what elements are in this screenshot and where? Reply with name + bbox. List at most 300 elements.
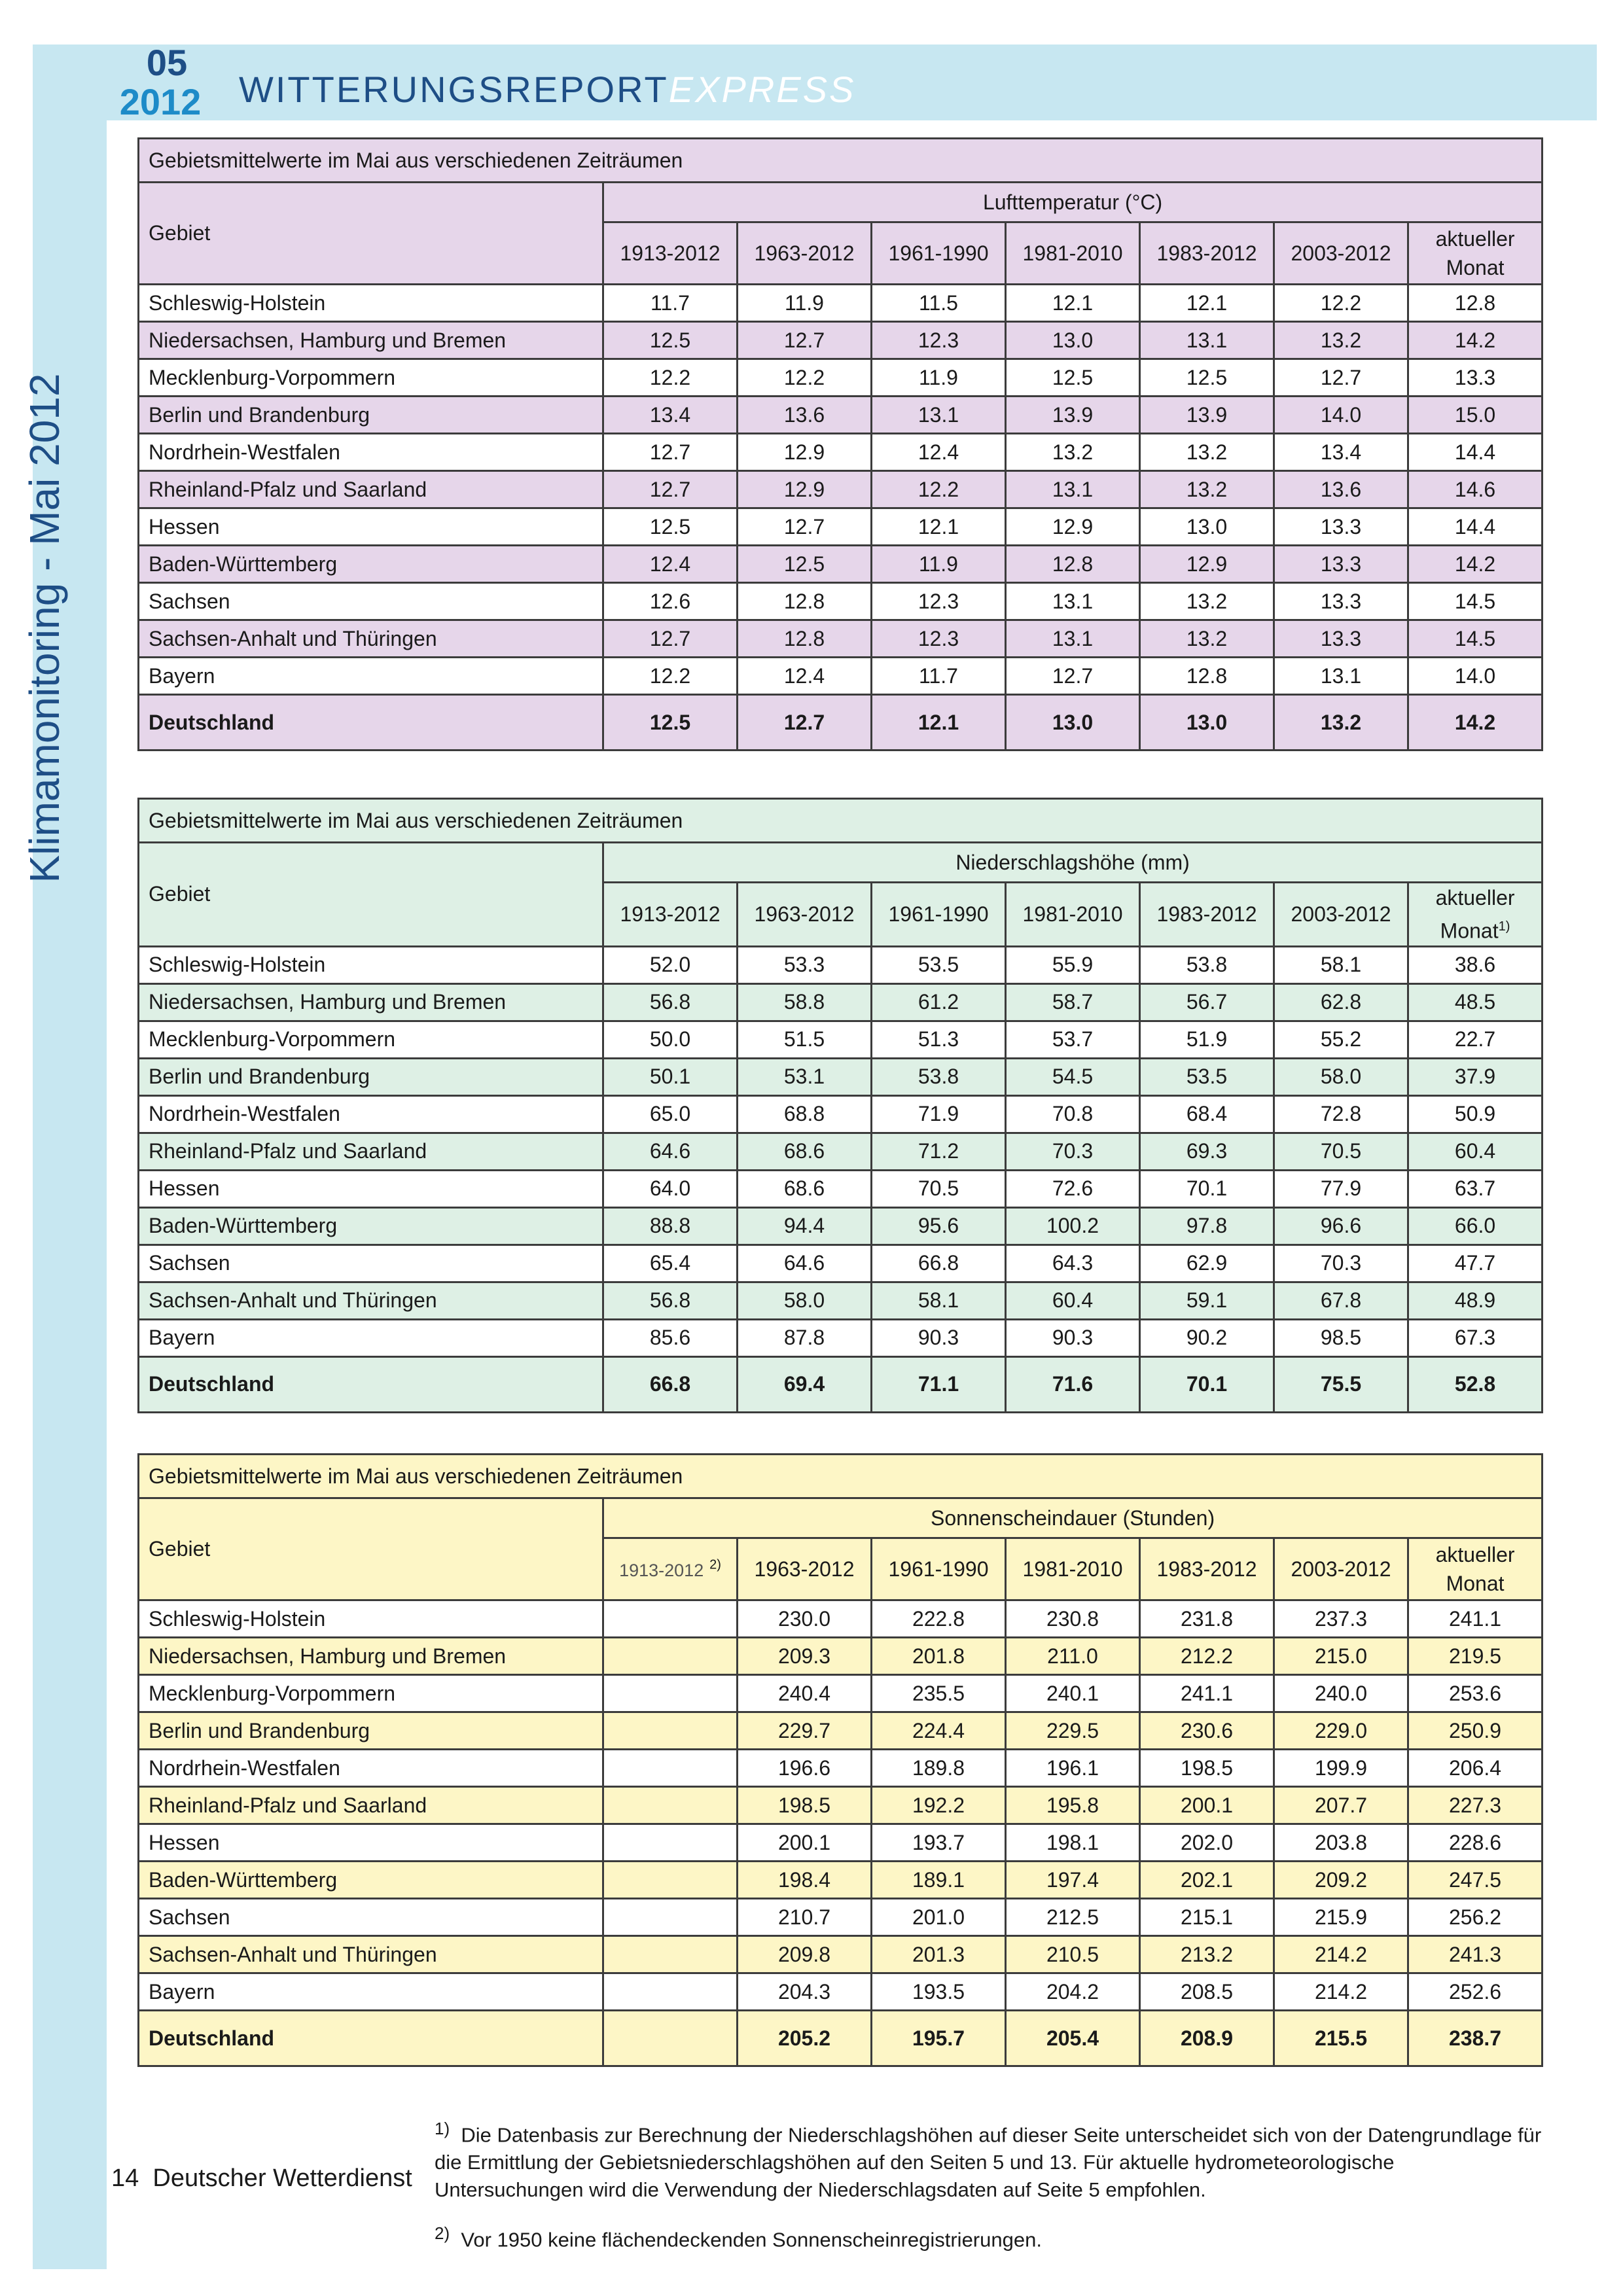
current-month-label-1: aktueller [1435,886,1515,910]
value-cell: 12.9 [1006,508,1140,546]
value-cell: 64.6 [603,1133,738,1170]
caption-row [139,139,1543,183]
value-cell: 65.0 [603,1095,738,1133]
total-value: 69.4 [738,1356,872,1412]
value-cell: 12.3 [872,322,1006,359]
value-cell: 213.2 [1140,1936,1274,1973]
value-cell: 14.2 [1408,322,1543,359]
value-cell: 199.9 [1274,1750,1408,1787]
value-cell: 55.9 [1006,946,1140,983]
total-value: 205.4 [1006,2011,1140,2066]
value-cell: 12.7 [603,620,738,658]
period-header [1274,883,1408,947]
value-cell: 66.8 [872,1245,1006,1282]
table-row [139,1750,1543,1787]
value-cell [603,1600,738,1638]
table-caption: Gebietsmittelwerte im Mai aus verschiedenen Zeiträumen [139,139,1543,183]
table-row [139,620,1543,658]
value-cell [603,1936,738,1973]
value-cell: 12.7 [1274,359,1408,397]
value-cell: 230.8 [1006,1600,1140,1638]
value-cell: 67.3 [1408,1319,1543,1356]
value-cell: 224.4 [872,1712,1006,1750]
total-row [139,695,1543,751]
period-label: 2003-2012 [1291,1557,1391,1581]
value-cell: 50.1 [603,1058,738,1095]
value-cell: 58.0 [738,1282,872,1319]
region-column-header: Gebiet [139,183,603,285]
value-cell [603,1973,738,2011]
region-name: Sachsen [139,583,603,620]
period-header [738,883,872,947]
value-cell: 12.9 [738,434,872,471]
period-label: 2003-2012 [1291,902,1391,926]
value-cell: 12.2 [738,359,872,397]
value-cell [603,1750,738,1787]
value-cell: 195.8 [1006,1787,1140,1824]
value-cell: 14.2 [1408,546,1543,583]
table-row [139,583,1543,620]
value-cell: 48.9 [1408,1282,1543,1319]
total-name: Deutschland [139,1356,603,1412]
total-value: 66.8 [603,1356,738,1412]
value-cell: 56.8 [603,1282,738,1319]
value-cell: 56.7 [1140,983,1274,1021]
total-value: 208.9 [1140,2011,1274,2066]
total-value: 238.7 [1408,2011,1543,2066]
value-cell: 68.8 [738,1095,872,1133]
current-month-header [1408,222,1543,285]
region-name: Nordrhein-Westfalen [139,434,603,471]
value-cell: 12.1 [872,508,1006,546]
value-cell: 196.6 [738,1750,872,1787]
value-cell: 11.7 [603,285,738,322]
period-header [872,1538,1006,1600]
value-cell: 198.5 [1140,1750,1274,1787]
value-cell: 12.2 [603,359,738,397]
temperature-table [137,137,1543,751]
table-row [139,546,1543,583]
value-cell: 12.7 [1006,658,1140,695]
variable-header: Niederschlagshöhe (mm) [603,843,1543,883]
total-value: 13.0 [1006,695,1140,751]
footnote-text: Vor 1950 keine flächendeckenden Sonnenscheinregistrierungen. [461,2228,1042,2252]
value-cell: 230.6 [1140,1712,1274,1750]
current-month-label-2: Monat [1446,1572,1505,1595]
region-name: Berlin und Brandenburg [139,1712,603,1750]
value-cell: 62.9 [1140,1245,1274,1282]
value-cell: 70.1 [1140,1170,1274,1207]
total-value: 12.5 [603,695,738,751]
region-name: Berlin und Brandenburg [139,1058,603,1095]
value-cell: 202.1 [1140,1862,1274,1899]
value-cell [603,1675,738,1712]
value-cell: 12.7 [738,508,872,546]
value-cell: 208.5 [1140,1973,1274,2011]
precipitation-table [137,798,1543,1413]
value-cell: 53.1 [738,1058,872,1095]
value-cell: 53.3 [738,946,872,983]
value-cell: 87.8 [738,1319,872,1356]
value-cell: 53.7 [1006,1021,1140,1058]
period-header [1140,883,1274,947]
value-cell: 70.5 [872,1170,1006,1207]
region-name: Niedersachsen, Hamburg und Bremen [139,1638,603,1675]
value-cell: 13.0 [1006,322,1140,359]
table-row [139,1021,1543,1058]
table-row [139,1787,1543,1824]
region-name: Sachsen [139,1245,603,1282]
value-cell: 12.1 [1006,285,1140,322]
value-cell: 15.0 [1408,397,1543,434]
value-cell: 229.7 [738,1712,872,1750]
group-header-row [139,1498,1543,1538]
value-cell: 12.7 [603,434,738,471]
period-label: 1983-2012 [1156,1557,1257,1581]
footnote-ref: 1) [1498,919,1510,934]
region-name: Schleswig-Holstein [139,285,603,322]
value-cell: 68.4 [1140,1095,1274,1133]
value-cell: 12.7 [603,471,738,508]
region-name: Bayern [139,658,603,695]
value-cell: 203.8 [1274,1824,1408,1862]
value-cell: 229.0 [1274,1712,1408,1750]
value-cell: 219.5 [1408,1638,1543,1675]
value-cell: 13.1 [1006,620,1140,658]
table-row [139,1095,1543,1133]
value-cell: 13.3 [1274,620,1408,658]
value-cell: 13.3 [1274,508,1408,546]
value-cell: 13.1 [872,397,1006,434]
region-name: Bayern [139,1319,603,1356]
value-cell: 14.0 [1408,658,1543,695]
value-cell: 13.2 [1140,583,1274,620]
region-name: Niedersachsen, Hamburg und Bremen [139,322,603,359]
period-label: 1963-2012 [754,902,855,926]
value-cell: 51.3 [872,1021,1006,1058]
value-cell: 189.1 [872,1862,1006,1899]
value-cell: 13.2 [1006,434,1140,471]
value-cell: 77.9 [1274,1170,1408,1207]
value-cell: 70.3 [1274,1245,1408,1282]
value-cell: 97.8 [1140,1207,1274,1245]
period-label: 1981-2010 [1022,241,1123,265]
footnote-text: Die Datenbasis zur Berechnung der Niederschlagshöhen auf dieser Seite unterscheidet sich von der Datengrundlage für die Ermittlung der Gebietsniederschlagshöhen auf den Seiten 5 und 13. Für aktuelle hydrometeorologische Untersuchungen wird die Verwendung der Niederschlagsdaten auf Seite 5 empfohlen. [435,2123,1542,2202]
value-cell: 12.8 [1006,546,1140,583]
value-cell: 70.3 [1006,1133,1140,1170]
value-cell: 38.6 [1408,946,1543,983]
issue-number: 05 [146,42,188,83]
value-cell: 240.1 [1006,1675,1140,1712]
value-cell: 51.5 [738,1021,872,1058]
table-row [139,1282,1543,1319]
table-row [139,471,1543,508]
value-cell: 11.5 [872,285,1006,322]
value-cell: 12.4 [738,658,872,695]
value-cell: 13.4 [1274,434,1408,471]
report-title-main: WITTERUNGSREPORT [239,69,669,110]
value-cell: 256.2 [1408,1899,1543,1936]
period-header [603,222,738,285]
value-cell: 193.7 [872,1824,1006,1862]
value-cell: 54.5 [1006,1058,1140,1095]
value-cell: 231.8 [1140,1600,1274,1638]
table-row [139,1058,1543,1095]
value-cell: 58.7 [1006,983,1140,1021]
table-row [139,1638,1543,1675]
value-cell: 14.0 [1274,397,1408,434]
table-caption: Gebietsmittelwerte im Mai aus verschiedenen Zeiträumen [139,799,1543,843]
region-name: Rheinland-Pfalz und Saarland [139,471,603,508]
table-row [139,1862,1543,1899]
value-cell: 70.5 [1274,1133,1408,1170]
table-row [139,397,1543,434]
total-value: 13.0 [1140,695,1274,751]
region-name: Sachsen [139,1899,603,1936]
table-row [139,1207,1543,1245]
value-cell: 13.0 [1140,508,1274,546]
value-cell: 13.1 [1140,322,1274,359]
value-cell [603,1712,738,1750]
current-month-header [1408,1538,1543,1600]
table-row [139,1600,1543,1638]
value-cell [603,1899,738,1936]
value-cell: 95.6 [872,1207,1006,1245]
value-cell: 85.6 [603,1319,738,1356]
vertical-page-title: Klimamonitoring - Mai 2012 [21,373,68,883]
value-cell: 11.7 [872,658,1006,695]
table-row [139,1170,1543,1207]
value-cell: 12.9 [1140,546,1274,583]
value-cell: 212.2 [1140,1638,1274,1675]
value-cell: 201.8 [872,1638,1006,1675]
value-cell: 37.9 [1408,1058,1543,1095]
value-cell: 12.2 [872,471,1006,508]
table-row [139,1133,1543,1170]
value-cell [603,1638,738,1675]
period-header [1274,1538,1408,1600]
total-value [603,2011,738,2066]
footnote-mark: 2) [435,2223,450,2243]
value-cell: 61.2 [872,983,1006,1021]
value-cell: 12.9 [738,471,872,508]
value-cell: 241.3 [1408,1936,1543,1973]
value-cell: 60.4 [1006,1282,1140,1319]
value-cell: 12.8 [1140,658,1274,695]
table-row [139,1675,1543,1712]
period-label: 1981-2010 [1022,1557,1123,1581]
total-value: 14.2 [1408,695,1543,751]
value-cell: 48.5 [1408,983,1543,1021]
period-header [738,1538,872,1600]
value-cell: 56.8 [603,983,738,1021]
value-cell: 202.0 [1140,1824,1274,1862]
period-label: 1913-2012 [620,902,721,926]
value-cell: 209.2 [1274,1862,1408,1899]
value-cell: 209.3 [738,1638,872,1675]
value-cell: 12.5 [1140,359,1274,397]
value-cell: 13.3 [1274,546,1408,583]
period-label: 1961-1990 [888,1557,989,1581]
current-month-header [1408,883,1543,947]
value-cell: 214.2 [1274,1973,1408,2011]
value-cell: 253.6 [1408,1675,1543,1712]
period-header [1006,883,1140,947]
value-cell: 71.9 [872,1095,1006,1133]
table-row [139,658,1543,695]
value-cell: 53.8 [872,1058,1006,1095]
current-month-label-2: Monat [1440,919,1499,943]
region-name: Sachsen-Anhalt und Thüringen [139,1936,603,1973]
value-cell: 14.5 [1408,583,1543,620]
value-cell: 52.0 [603,946,738,983]
footnote-2 [435,2219,1547,2253]
value-cell: 63.7 [1408,1170,1543,1207]
value-cell: 207.7 [1274,1787,1408,1824]
value-cell: 12.7 [738,322,872,359]
page-footer [111,2164,412,2193]
region-name: Sachsen-Anhalt und Thüringen [139,620,603,658]
period-label: 1963-2012 [754,241,855,265]
region-name: Hessen [139,508,603,546]
value-cell: 12.5 [603,322,738,359]
value-cell: 198.1 [1006,1824,1140,1862]
total-value: 13.2 [1274,695,1408,751]
value-cell: 88.8 [603,1207,738,1245]
value-cell: 215.0 [1274,1638,1408,1675]
total-name: Deutschland [139,2011,603,2066]
value-cell: 12.3 [872,620,1006,658]
total-value: 75.5 [1274,1356,1408,1412]
period-header [1274,222,1408,285]
footnote-mark: 1) [435,2119,450,2138]
value-cell: 204.2 [1006,1973,1140,2011]
value-cell: 235.5 [872,1675,1006,1712]
value-cell: 51.9 [1140,1021,1274,1058]
table-row [139,1319,1543,1356]
region-name: Baden-Württemberg [139,1207,603,1245]
value-cell: 230.0 [738,1600,872,1638]
value-cell: 96.6 [1274,1207,1408,1245]
period-label: 1981-2010 [1022,902,1123,926]
total-row [139,1356,1543,1412]
value-cell: 13.3 [1408,359,1543,397]
variable-header: Sonnenscheindauer (Stunden) [603,1498,1543,1538]
value-cell: 210.7 [738,1899,872,1936]
value-cell: 90.3 [872,1319,1006,1356]
value-cell: 68.6 [738,1133,872,1170]
period-label: 1961-1990 [888,902,989,926]
region-name: Schleswig-Holstein [139,946,603,983]
value-cell: 215.9 [1274,1899,1408,1936]
publisher-name: Deutscher Wetterdienst [152,2164,412,2192]
value-cell: 60.4 [1408,1133,1543,1170]
value-cell: 53.5 [872,946,1006,983]
value-cell: 228.6 [1408,1824,1543,1862]
period-label: 1983-2012 [1156,241,1257,265]
table-row [139,1973,1543,2011]
value-cell: 209.8 [738,1936,872,1973]
value-cell: 204.3 [738,1973,872,2011]
table-row [139,434,1543,471]
region-name: Rheinland-Pfalz und Saarland [139,1133,603,1170]
value-cell: 70.8 [1006,1095,1140,1133]
table-row [139,1936,1543,1973]
value-cell: 237.3 [1274,1600,1408,1638]
region-name: Mecklenburg-Vorpommern [139,1675,603,1712]
value-cell: 12.5 [1006,359,1140,397]
region-name: Hessen [139,1170,603,1207]
value-cell: 247.5 [1408,1862,1543,1899]
value-cell: 210.5 [1006,1936,1140,1973]
value-cell: 13.1 [1274,658,1408,695]
value-cell: 13.9 [1006,397,1140,434]
period-header [872,883,1006,947]
value-cell: 14.4 [1408,508,1543,546]
value-cell: 196.1 [1006,1750,1140,1787]
period-header [603,1538,738,1600]
table-row [139,1824,1543,1862]
value-cell: 227.3 [1408,1787,1543,1824]
value-cell: 12.2 [603,658,738,695]
value-cell: 98.5 [1274,1319,1408,1356]
value-cell: 11.9 [872,359,1006,397]
value-cell: 241.1 [1140,1675,1274,1712]
value-cell: 65.4 [603,1245,738,1282]
value-cell: 252.6 [1408,1973,1543,2011]
value-cell: 12.8 [738,583,872,620]
value-cell: 222.8 [872,1600,1006,1638]
value-cell: 68.6 [738,1170,872,1207]
value-cell: 64.6 [738,1245,872,1282]
caption-row [139,1455,1543,1498]
value-cell: 13.1 [1006,471,1140,508]
region-name: Sachsen-Anhalt und Thüringen [139,1282,603,1319]
current-month-label-1: aktueller [1435,227,1515,251]
value-cell: 14.4 [1408,434,1543,471]
value-cell: 240.4 [738,1675,872,1712]
value-cell: 53.5 [1140,1058,1274,1095]
value-cell: 64.0 [603,1170,738,1207]
page-number: 14 [111,2164,139,2192]
current-month-label-1: aktueller [1435,1543,1515,1566]
period-header [738,222,872,285]
value-cell: 58.8 [738,983,872,1021]
value-cell: 100.2 [1006,1207,1140,1245]
value-cell: 22.7 [1408,1021,1543,1058]
variable-header: Lufttemperatur (°C) [603,183,1543,222]
value-cell: 72.6 [1006,1170,1140,1207]
value-cell: 53.8 [1140,946,1274,983]
total-value: 71.1 [872,1356,1006,1412]
region-column-header: Gebiet [139,843,603,947]
total-value: 52.8 [1408,1356,1543,1412]
value-cell: 13.1 [1006,583,1140,620]
value-cell: 12.5 [603,508,738,546]
period-header [1140,222,1274,285]
table-row [139,946,1543,983]
table-row [139,1712,1543,1750]
caption-row [139,799,1543,843]
value-cell: 67.8 [1274,1282,1408,1319]
value-cell: 193.5 [872,1973,1006,2011]
value-cell: 12.6 [603,583,738,620]
region-name: Mecklenburg-Vorpommern [139,1021,603,1058]
value-cell: 50.9 [1408,1095,1543,1133]
period-header [603,883,738,947]
value-cell: 47.7 [1408,1245,1543,1282]
value-cell: 198.5 [738,1787,872,1824]
